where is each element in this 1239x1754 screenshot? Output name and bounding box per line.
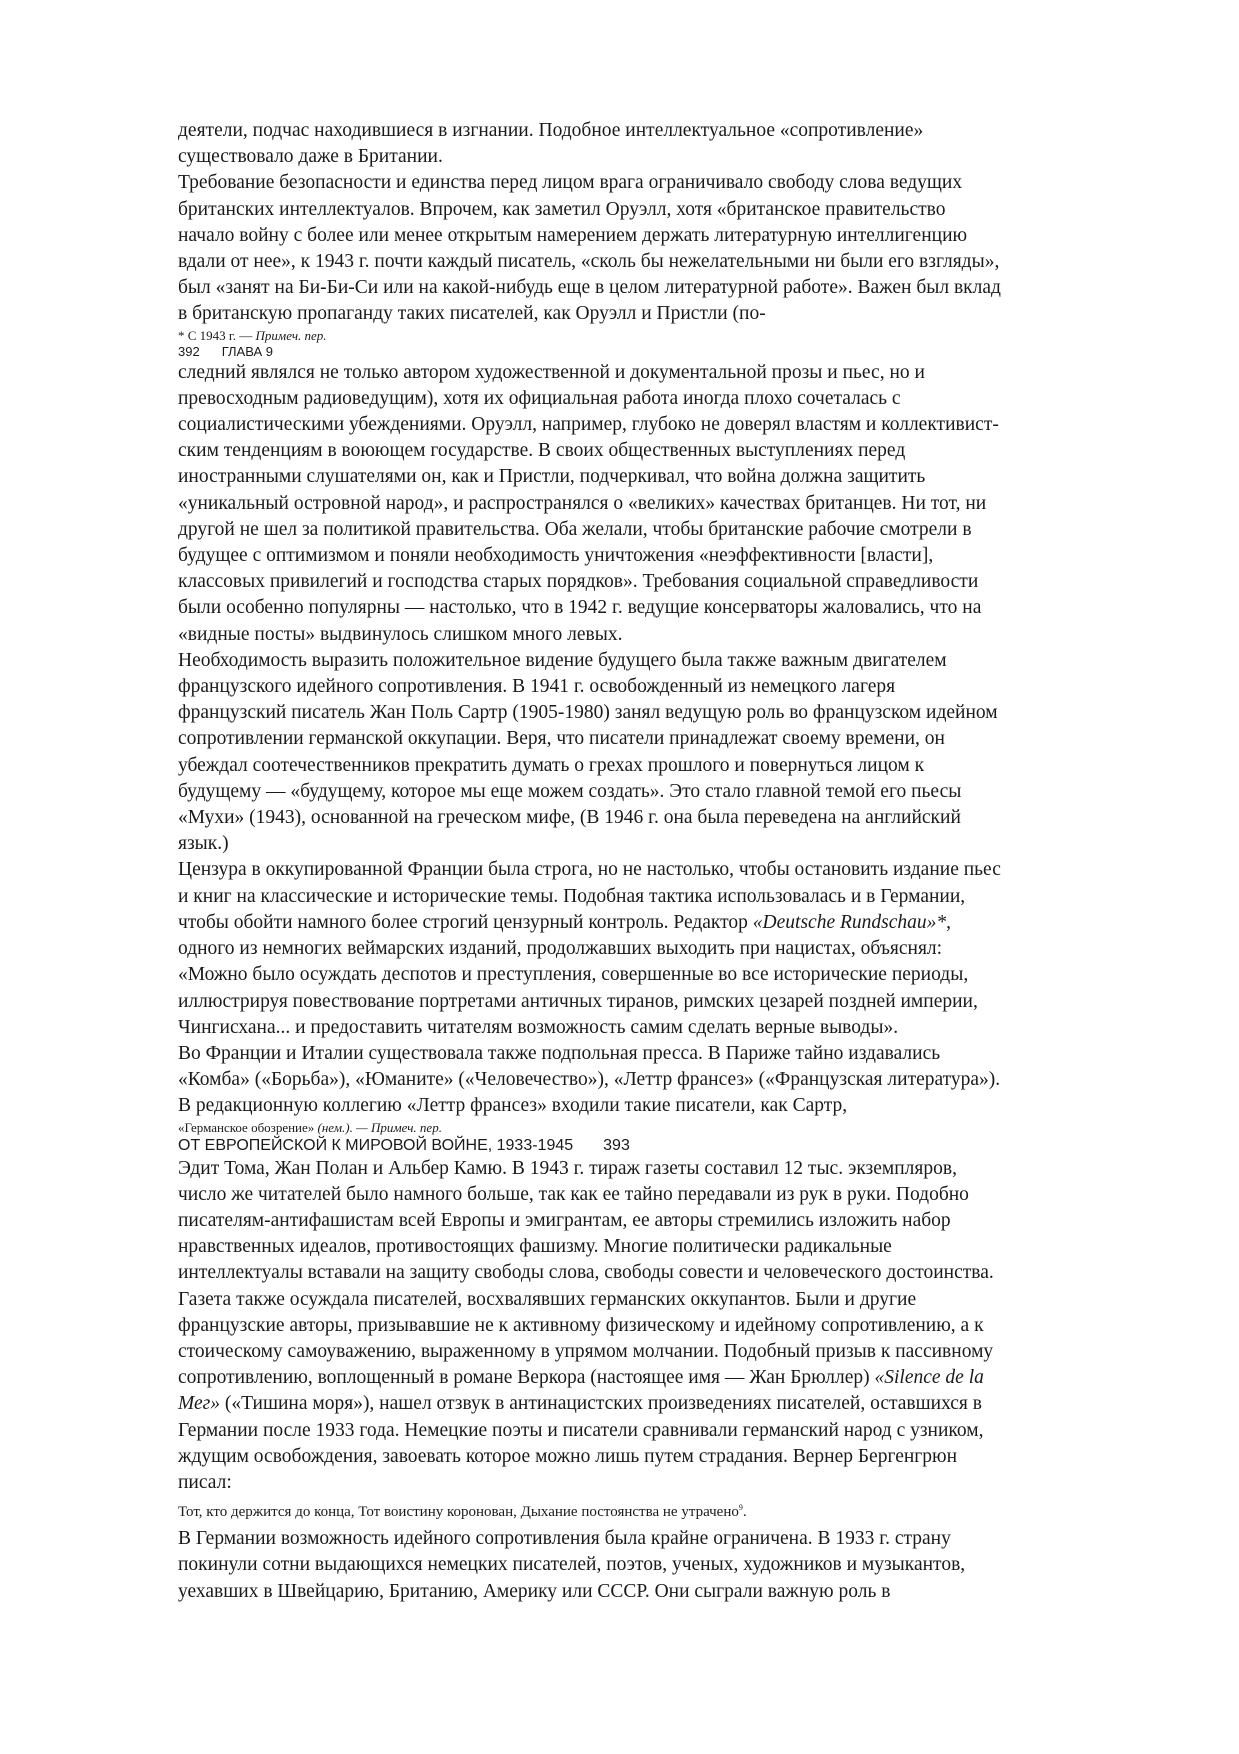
- footnote-text: «Германское обозрение»: [178, 1119, 318, 1135]
- italic-title: «Silence de la: [874, 1367, 984, 1389]
- text-line: [178, 1365, 1148, 1391]
- text-line: деятели, подчас находившиеся в изгнании. Подобное интеллектуальное «сопротивление»: [178, 120, 924, 141]
- text-line: язык.): [178, 833, 229, 855]
- text-line: писателям-антифашистам всей Европы и эмигрантам, ее авторы стремились изложить набор: [178, 1209, 951, 1231]
- running-header: [178, 344, 1148, 360]
- text-line: были особенно популярны — настолько, что в 1942 г. ведущие консерваторы жаловались, что на: [178, 597, 982, 619]
- text-line: число же читателей было намного больше, так как ее тайно передавали из рук в руки. Подобно: [178, 1183, 969, 1205]
- text-line: сопротивлении германской оккупации. Веря, что писатели принадлежат своему времени, он: [178, 728, 945, 750]
- italic-title: Мег»: [178, 1393, 220, 1415]
- text-line: следний являлся не только автором художественной и документальной прозы и пьес, но и: [178, 361, 925, 383]
- text-line: [178, 910, 1148, 936]
- text-line: нравственных идеалов, противостоящих фашизму. Многие политически радикальные: [178, 1236, 892, 1258]
- chapter-title: ГЛАВА 9: [221, 343, 273, 359]
- text-line: в британскую пропаганду таких писателей, как Оруэлл и Пристли (по-: [178, 303, 766, 325]
- text-line: Во Франции и Италии существовала также подпольная пресса. В Париже тайно издавались: [178, 1042, 941, 1064]
- text-line: «Можно было осуждать деспотов и преступления, совершенные во все исторические периоды,: [178, 964, 969, 986]
- text-line: Газета также осуждала писателей, восхвалявших германских оккупантов. Были и другие: [178, 1288, 917, 1310]
- text-line: ским тенденциям в воюющем государстве. В своих общественных выступлениях перед: [178, 440, 906, 462]
- page-number: 393: [603, 1136, 630, 1154]
- text-line: писал:: [178, 1471, 232, 1493]
- text-line: начало войну с более или менее открытым намерением держать литературную интеллигенцию: [178, 224, 968, 246]
- footnote-marker: 9: [738, 1503, 743, 1513]
- text-line: французские авторы, призывавшие не к активному физическому и идейному сопротивлению, а к: [178, 1314, 984, 1336]
- text-line: будущему — «будущему, которое мы еще можем создать». Это стало главной темой его пьесы: [178, 780, 962, 802]
- text-line: ждущим освобождения, завоевать которое можно лишь путем страдания. Вернер Бергенгрюн: [178, 1445, 958, 1467]
- text-line: иллюстрируя повествование портретами античных тиранов, римских цезарей поздней империи,: [178, 990, 978, 1012]
- text-run: сопротивлению, воплощенный в романе Веркора (настоящее имя — Жан Брюллер): [178, 1367, 875, 1389]
- text-line: будущее с оптимизмом и поняли необходимость уничтожения «неэффективности [власти],: [178, 545, 934, 567]
- running-header: [178, 1136, 1148, 1156]
- text-line: французского идейного сопротивления. В 1941 г. освобожденный из немецкого лагеря: [178, 676, 896, 698]
- text-line: Чингисхана... и предоставить читателям возможность самим сделать верные выводы».: [178, 1016, 899, 1038]
- footnote-attribution: Примеч. пер.: [255, 327, 327, 343]
- text-line: покинули сотни выдающихся немецких писателей, поэтов, ученых, художников и музыкантов,: [178, 1554, 966, 1576]
- text-block-3: [178, 936, 1148, 1119]
- text-line: Эдит Тома, Жан Полан и Альбер Камю. В 1943 г. тираж газеты составил 12 тыс. экземпляров,: [178, 1157, 957, 1179]
- verse-quote: [178, 1500, 1148, 1524]
- text-line: и книг на классические и исторические темы. Подобная тактика использовалась и в Германии,: [178, 885, 966, 907]
- text-run: чтобы обойти намного более строгий цензурный контроль. Редактор: [178, 911, 753, 933]
- text-line: [178, 1391, 1148, 1417]
- text-block-1: [178, 118, 1148, 328]
- text-run: («Тишина моря»), нашел отзвук в антинацистских произведениях писателей, оставшихся в: [219, 1393, 982, 1415]
- footnote-attribution: (нем.). — Примеч. пер.: [317, 1119, 442, 1135]
- text-line: «Мухи» (1943), основанной на греческом мифе, (В 1946 г. она была переведена на английский: [178, 807, 961, 829]
- text-line: классовых привилегий и господства старых порядков». Требования социальной справедливости: [178, 571, 979, 593]
- footnote-text: * С 1943 г. —: [178, 327, 256, 343]
- text-line: вдали от нее», к 1943 г. почти каждый писатель, «сколь бы нежелательными ни были его взгляды»,: [178, 251, 1000, 273]
- text-line: был «занят на Би-Би-Си или на какой-нибудь еще в целом литературной работе». Важен был вклад: [178, 277, 1001, 299]
- text-block-4: [178, 1156, 1148, 1418]
- text-line: британских интеллектуалов. Впрочем, как заметил Оруэлл, хотя «британское правительство: [178, 198, 946, 220]
- text-line: другой не шел за политикой правительства. Оба желали, чтобы британские рабочие смотрели в: [178, 518, 972, 540]
- text-line: Необходимость выразить положительное видение будущего была также важным двигателем: [178, 649, 947, 671]
- text-line: В редакционную коллегию «Леттр франсез» входили такие писатели, как Сартр,: [178, 1095, 848, 1117]
- text-block-2: [178, 360, 1148, 936]
- footnote: [178, 328, 1148, 344]
- text-block-5: [178, 1418, 1148, 1497]
- text-line: социалистическими убеждениями. Оруэлл, например, глубоко не доверял властям и коллективист-: [178, 414, 999, 436]
- text-line: стоическому самоуважению, выраженному в упрямом молчании. Подобный призыв к пассивному: [178, 1340, 994, 1362]
- text-line: В Германии возможность идейного сопротивления была крайне ограничена. В 1933 г. страну: [178, 1528, 951, 1550]
- text-line: превосходным радиоведущим), хотя их официальная работа иногда плохо сочеталась с: [178, 387, 901, 409]
- text-line: интеллектуалы вставали на защиту свободы слова, свободы совести и человеческого достоинства.: [178, 1262, 994, 1284]
- text-line: убеждал соотечественников прекратить думать о грехах прошлого и повернуться лицом к: [178, 754, 925, 776]
- text-line: «уникальный островной народ», и распространялся о «великих» качествах британцев. Ни тот, ни: [178, 492, 987, 514]
- text-line: Требование безопасности и единства перед лицом врага ограничивало свободу слова ведущих: [178, 172, 963, 194]
- footnote: [178, 1120, 1148, 1136]
- text-line: «видные посты» выдвинулось слишком много левых.: [178, 623, 623, 645]
- text-line: одного из немногих веймарских изданий, продолжавших выходить при нацистах, объяснял:: [178, 938, 943, 960]
- text-line: иностранными слушателями он, как и Пристли, подчеркивал, что война должна защитить: [178, 466, 926, 488]
- text-line: «Комба» («Борьба»), «Юманите» («Человечество»), «Леттр франсез» («Французская литература»).: [178, 1069, 1001, 1091]
- document-page: [178, 118, 1148, 1605]
- chapter-title: ОТ ЕВРОПЕЙСКОЙ К МИРОВОЙ ВОЙНЕ, 1933-1945: [178, 1136, 574, 1154]
- verse-end: .: [742, 1504, 747, 1521]
- text-block-6: [178, 1526, 1148, 1605]
- page-number: 392: [178, 343, 200, 359]
- text-line: уехавших в Швейцарию, Британию, Америку или СССР. Они сыграли важную роль в: [178, 1580, 891, 1602]
- text-line: Германии после 1933 года. Немецкие поэты и писатели сравнивали германский народ с узником,: [178, 1419, 984, 1441]
- italic-title: «Deutsche Rundschau»*,: [752, 911, 952, 933]
- text-line: французский писатель Жан Поль Сартр (1905-1980) занял ведущую роль во французском идейном: [178, 702, 998, 724]
- verse-text: Тот, кто держится до конца, Тот воистину коронован, Дыхание постоянства не утрачено: [178, 1504, 739, 1521]
- text-line: существовало даже в Британии.: [178, 146, 443, 168]
- text-line: Цензура в оккупированной Франции была строга, но не настолько, чтобы остановить издание пьес: [178, 859, 1001, 881]
